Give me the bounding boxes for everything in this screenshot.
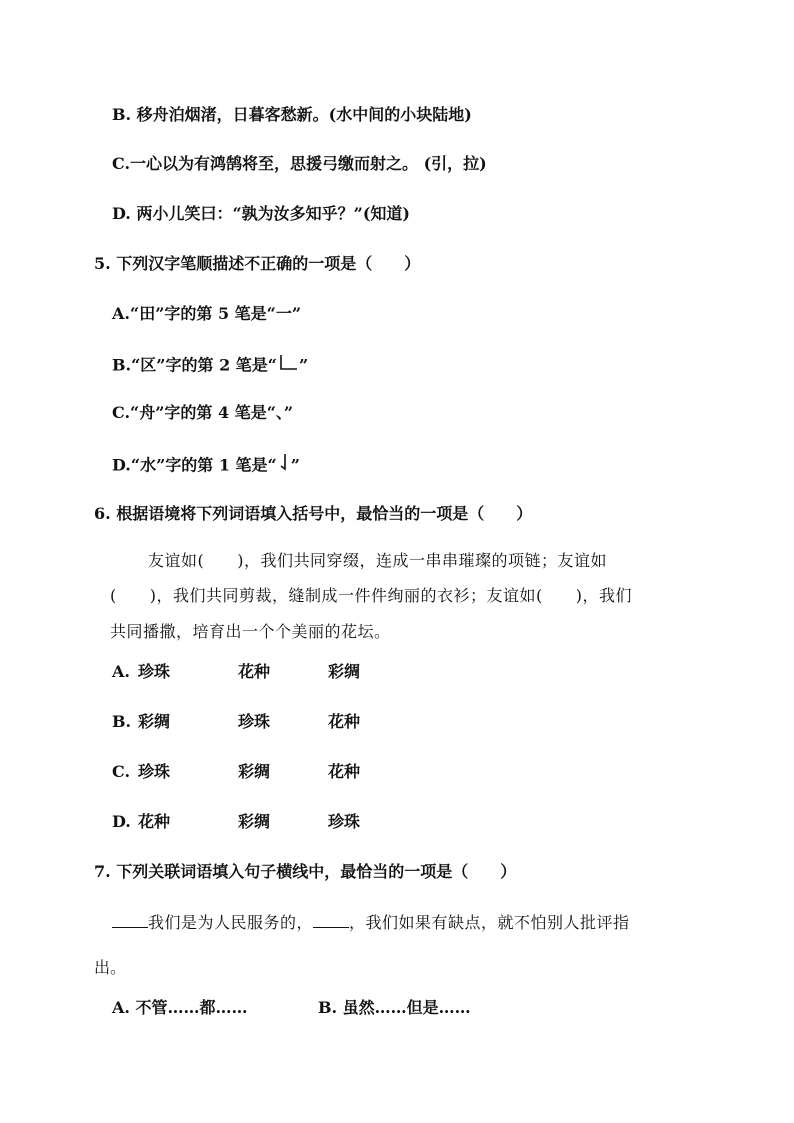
q6-option-label: B. bbox=[112, 712, 132, 731]
q6-option-label: A. bbox=[112, 662, 130, 681]
q6-option-d bbox=[112, 811, 360, 833]
q6-option-word: 彩绸 bbox=[238, 812, 271, 831]
q6-option-word: 珍珠 bbox=[328, 812, 361, 831]
q5-stem: 5. 下列汉字笔顺描述不正确的一项是（ ） bbox=[94, 254, 421, 273]
q6-option-word: 彩绸 bbox=[238, 762, 271, 781]
q6-option-word: 珍珠 bbox=[138, 762, 171, 781]
q6-option-word: 花种 bbox=[328, 712, 361, 731]
q7-sentence-line-2: 出。 bbox=[94, 958, 127, 977]
q6-option-b bbox=[112, 711, 360, 733]
q5-option-a: A.“田”字的第 5 笔是“一” bbox=[112, 304, 302, 323]
q6-option-word: 花种 bbox=[138, 812, 171, 831]
q7-sentence-mid: 我们是为人民服务的， bbox=[148, 913, 314, 932]
q5-option-b-suffix: ” bbox=[298, 355, 309, 375]
q5-option-d-prefix: D.“水”字的第 1 笔是“ bbox=[112, 455, 277, 475]
q7-option-a: A. 不管……都…… bbox=[112, 998, 248, 1017]
q6-passage-line-2: ( )，我们共同剪裁，缝制成一件件绚丽的衣衫；友谊如( )，我们 bbox=[110, 586, 632, 605]
q7-sentence-end: ，我们如果有缺点，就不怕别人批评指 bbox=[349, 913, 630, 932]
q6-option-word: 彩绸 bbox=[328, 662, 361, 681]
q5-option-b-prefix: B.“区”字的第 2 笔是“ bbox=[112, 355, 277, 375]
q6-stem: 6. 根据语境将下列词语填入括号中，最恰当的一项是（ ） bbox=[94, 504, 533, 523]
q5-option-b bbox=[112, 352, 308, 380]
q7-sentence bbox=[112, 911, 630, 934]
q5-option-c: C.“舟”字的第 4 笔是“、” bbox=[112, 403, 294, 422]
q6-option-c bbox=[112, 761, 360, 783]
fill-blank-2[interactable] bbox=[313, 911, 349, 928]
q6-passage-line-1: 友谊如( )，我们共同穿缀，连成一串串璀璨的项链；友谊如 bbox=[148, 551, 607, 570]
q6-option-label: D. bbox=[112, 812, 131, 831]
q6-option-word: 花种 bbox=[238, 662, 271, 681]
q5-option-d bbox=[112, 452, 300, 480]
q6-option-a bbox=[112, 661, 360, 683]
q6-option-word: 珍珠 bbox=[138, 662, 171, 681]
q6-option-word: 珍珠 bbox=[238, 712, 271, 731]
q6-option-label: C. bbox=[112, 762, 131, 781]
q4-option-b: B. 移舟泊烟渚，日暮客愁新。(水中间的小块陆地) bbox=[112, 105, 472, 124]
q4-option-c: C.一心以为有鸿鹄将至，思援弓缴而射之。 (引，拉) bbox=[112, 154, 487, 173]
q4-option-d: D. 两小儿笑曰：“孰为汝多知乎？”(知道) bbox=[112, 204, 410, 223]
fill-blank-1[interactable] bbox=[112, 911, 148, 928]
q6-option-word: 花种 bbox=[328, 762, 361, 781]
stroke-vertical-fold-icon bbox=[277, 352, 299, 380]
q7-option-b: B. 虽然……但是…… bbox=[318, 998, 471, 1017]
q6-passage-line-3: 共同播撒，培育出一个个美丽的花坛。 bbox=[110, 622, 391, 641]
q7-stem: 7. 下列关联词语填入句子横线中，最恰当的一项是（ ） bbox=[94, 862, 517, 881]
stroke-vertical-hook-icon bbox=[277, 452, 291, 480]
q6-option-word: 彩绸 bbox=[138, 712, 171, 731]
q5-option-d-suffix: ” bbox=[290, 455, 300, 475]
